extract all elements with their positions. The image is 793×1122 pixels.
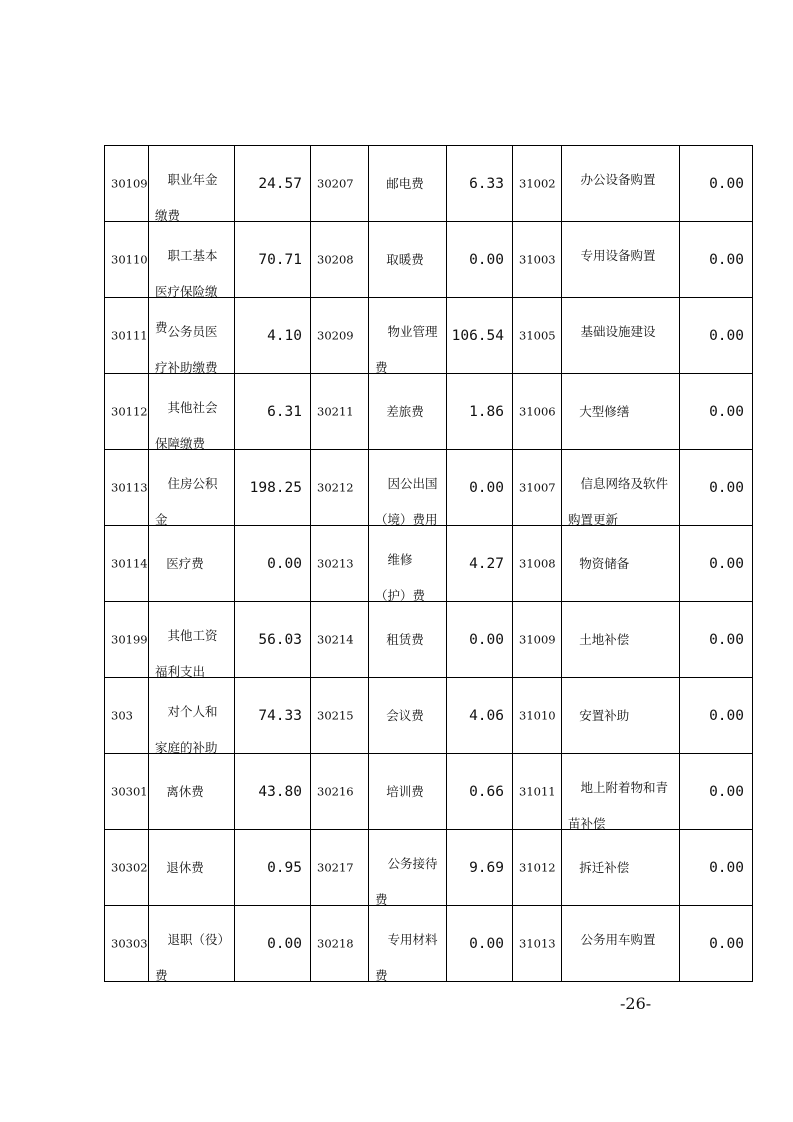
code-cell: 30209 xyxy=(311,298,369,374)
amount-cell: 106.54 xyxy=(447,298,513,374)
name-cell: 大型修缮 xyxy=(562,374,680,450)
amount-cell: 4.27 xyxy=(447,526,513,602)
code-cell: 30111 xyxy=(105,298,149,374)
amount-cell: 198.25 xyxy=(235,450,311,526)
name-cell: 基础设施建设 xyxy=(562,298,680,374)
table-row xyxy=(105,678,753,754)
table-row xyxy=(105,298,753,374)
name-cell: 安置补助 xyxy=(562,678,680,754)
code-cell: 30109 xyxy=(105,146,149,222)
amount-cell: 6.31 xyxy=(235,374,311,450)
code-cell: 31012 xyxy=(513,830,562,906)
name-cell: 办公设备购置 xyxy=(562,146,680,222)
name-cell: 住房公积金 xyxy=(149,450,235,526)
table-row xyxy=(105,602,753,678)
name-cell: 差旅费 xyxy=(369,374,447,450)
amount-cell: 43.80 xyxy=(235,754,311,830)
amount-cell: 0.00 xyxy=(680,602,753,678)
amount-cell: 56.03 xyxy=(235,602,311,678)
name-cell: 拆迁补偿 xyxy=(562,830,680,906)
name-cell: 培训费 xyxy=(369,754,447,830)
name-cell: 维修（护）费 xyxy=(369,526,447,602)
name-cell: 退休费 xyxy=(149,830,235,906)
code-cell: 30303 xyxy=(105,906,149,982)
amount-cell: 0.00 xyxy=(680,374,753,450)
amount-cell: 0.00 xyxy=(680,906,753,982)
amount-cell: 0.00 xyxy=(447,222,513,298)
name-cell: 职工基本医疗保险缴费 xyxy=(149,222,235,298)
name-cell: 公务员医疗补助缴费 xyxy=(149,298,235,374)
amount-cell: 4.10 xyxy=(235,298,311,374)
name-cell: 其他工资福利支出 xyxy=(149,602,235,678)
code-cell: 30208 xyxy=(311,222,369,298)
name-cell: 取暖费 xyxy=(369,222,447,298)
amount-cell: 9.69 xyxy=(447,830,513,906)
name-cell: 邮电费 xyxy=(369,146,447,222)
name-cell: 物业管理费 xyxy=(369,298,447,374)
amount-cell: 0.00 xyxy=(447,602,513,678)
name-cell: 专用设备购置 xyxy=(562,222,680,298)
table-row xyxy=(105,906,753,982)
code-cell: 30199 xyxy=(105,602,149,678)
code-cell: 30213 xyxy=(311,526,369,602)
name-cell: 对个人和家庭的补助 xyxy=(149,678,235,754)
code-cell: 31013 xyxy=(513,906,562,982)
amount-cell: 0.00 xyxy=(680,146,753,222)
amount-cell: 0.00 xyxy=(235,526,311,602)
amount-cell: 74.33 xyxy=(235,678,311,754)
amount-cell: 0.00 xyxy=(680,526,753,602)
code-cell: 30113 xyxy=(105,450,149,526)
amount-cell: 0.00 xyxy=(680,830,753,906)
amount-cell: 0.00 xyxy=(447,450,513,526)
name-cell: 因公出国（境）费用 xyxy=(369,450,447,526)
name-cell: 会议费 xyxy=(369,678,447,754)
name-cell: 信息网络及软件购置更新 xyxy=(562,450,680,526)
table-body xyxy=(105,146,753,982)
code-cell: 31010 xyxy=(513,678,562,754)
code-cell: 30207 xyxy=(311,146,369,222)
table-row xyxy=(105,222,753,298)
amount-cell: 0.95 xyxy=(235,830,311,906)
name-cell: 离休费 xyxy=(149,754,235,830)
code-cell: 30217 xyxy=(311,830,369,906)
code-cell: 30112 xyxy=(105,374,149,450)
page-number: -26- xyxy=(620,994,652,1013)
code-cell: 31005 xyxy=(513,298,562,374)
code-cell: 30301 xyxy=(105,754,149,830)
code-cell: 30114 xyxy=(105,526,149,602)
code-cell: 30302 xyxy=(105,830,149,906)
code-cell: 31008 xyxy=(513,526,562,602)
name-cell: 物资储备 xyxy=(562,526,680,602)
amount-cell: 0.00 xyxy=(680,222,753,298)
name-cell: 退职（役）费 xyxy=(149,906,235,982)
code-cell: 30212 xyxy=(311,450,369,526)
table-row xyxy=(105,754,753,830)
name-cell: 职业年金缴费 xyxy=(149,146,235,222)
amount-cell: 0.00 xyxy=(235,906,311,982)
table-row xyxy=(105,526,753,602)
amount-cell: 0.66 xyxy=(447,754,513,830)
code-cell: 30214 xyxy=(311,602,369,678)
amount-cell: 70.71 xyxy=(235,222,311,298)
table-row xyxy=(105,146,753,222)
code-cell: 30110 xyxy=(105,222,149,298)
amount-cell: 0.00 xyxy=(680,678,753,754)
name-cell: 专用材料费 xyxy=(369,906,447,982)
name-cell: 租赁费 xyxy=(369,602,447,678)
code-cell: 30216 xyxy=(311,754,369,830)
name-cell: 其他社会保障缴费 xyxy=(149,374,235,450)
code-cell: 30211 xyxy=(311,374,369,450)
name-cell: 地上附着物和青苗补偿 xyxy=(562,754,680,830)
amount-cell: 0.00 xyxy=(680,298,753,374)
code-cell: 31002 xyxy=(513,146,562,222)
code-cell: 30215 xyxy=(311,678,369,754)
code-cell: 31007 xyxy=(513,450,562,526)
name-cell: 公务用车购置 xyxy=(562,906,680,982)
code-cell: 31006 xyxy=(513,374,562,450)
table-row xyxy=(105,830,753,906)
name-cell: 公务接待费 xyxy=(369,830,447,906)
amount-cell: 1.86 xyxy=(447,374,513,450)
amount-cell: 24.57 xyxy=(235,146,311,222)
table-row xyxy=(105,450,753,526)
amount-cell: 0.00 xyxy=(680,450,753,526)
amount-cell: 6.33 xyxy=(447,146,513,222)
amount-cell: 0.00 xyxy=(680,754,753,830)
code-cell: 30218 xyxy=(311,906,369,982)
name-cell: 医疗费 xyxy=(149,526,235,602)
table-row xyxy=(105,374,753,450)
expenditure-table xyxy=(104,145,753,982)
code-cell: 303 xyxy=(105,678,149,754)
amount-cell: 4.06 xyxy=(447,678,513,754)
code-cell: 31011 xyxy=(513,754,562,830)
name-cell: 土地补偿 xyxy=(562,602,680,678)
code-cell: 31003 xyxy=(513,222,562,298)
code-cell: 31009 xyxy=(513,602,562,678)
amount-cell: 0.00 xyxy=(447,906,513,982)
